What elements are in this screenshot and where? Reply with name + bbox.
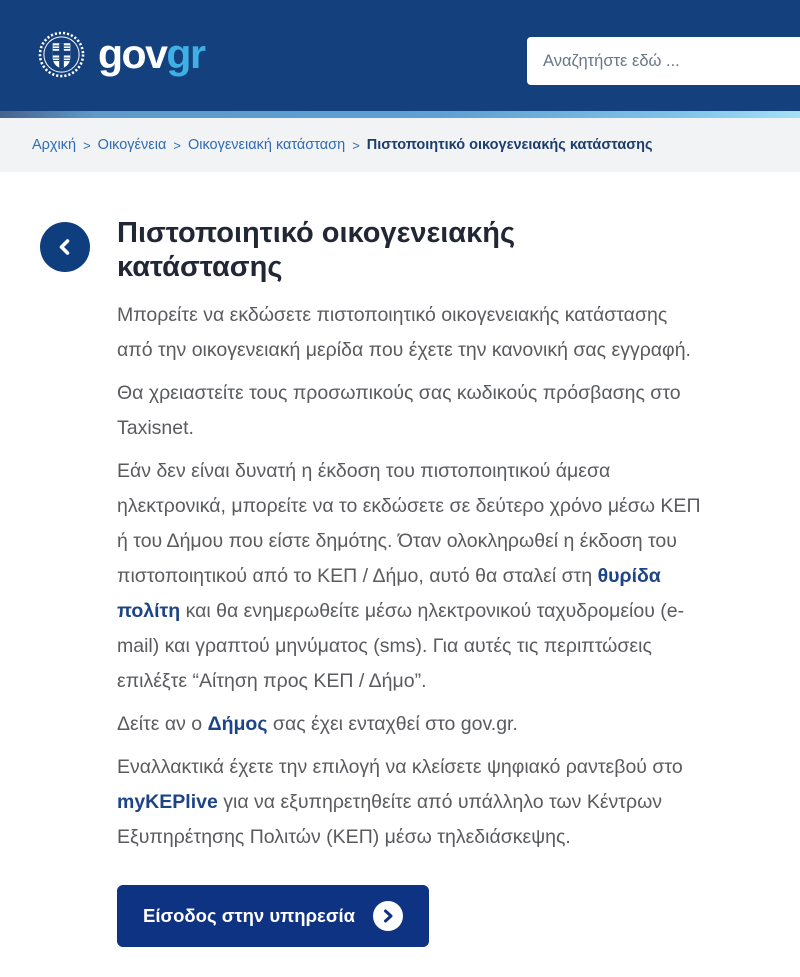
paragraph-dimos — [117, 707, 707, 742]
logo-gov: gov — [98, 31, 167, 77]
govgr-logo[interactable] — [38, 31, 204, 78]
text-segment: Εάν δεν είναι δυνατή η έκδοση του πιστοποιητικού άμεσα ηλεκτρονικά, μπορείτε να το εκδώσετε σε δεύτερο χρόνο μέσω ΚΕΠ ή του Δήμου που είστε δημότης. Όταν ολοκληρωθεί η έκδοση του πιστοποιητικού από το ΚΕΠ / Δήμο, αυτό θα σταλεί στη — [117, 460, 701, 587]
page-title: Πιστοποιητικό οικογενειακής κατάστασης — [117, 217, 516, 283]
text-segment: σας έχει ενταχθεί στο gov.gr. — [267, 713, 518, 735]
service-login-button[interactable] — [117, 885, 429, 947]
main-content — [0, 172, 800, 947]
thyrida-politi-link[interactable]: θυρίδα πολίτη — [117, 565, 661, 622]
breadcrumb-link-home[interactable]: Αρχική — [32, 137, 77, 153]
paragraph-taxisnet: Θα χρειαστείτε τους προσωπικούς σας κωδικούς πρόσβασης στο Taxisnet. — [117, 382, 681, 439]
text-segment: για να εξυπηρετηθείτε από υπάλληλο των Κέντρων Εξυπηρέτησης Πολιτών (ΚΕΠ) μέσω τηλεδιάσκεψης. — [117, 791, 663, 848]
text-segment: και θα ενημερωθείτε μέσω ηλεκτρονικού ταχυδρομείου (e-mail) και γραπτού μηνύματος (sms). Για αυτές τις περιπτώσεις επιλέξτε “Αίτηση προς ΚΕΠ / Δήμο”. — [117, 600, 685, 692]
breadcrumb-separator: > — [83, 137, 91, 153]
site-header — [0, 0, 800, 118]
paragraph-intro: Μπορείτε να εκδώσετε πιστοποιητικό οικογενειακής κατάστασης από την οικογενειακή μερίδα που έχετε την κανονική σας εγγραφή. — [117, 304, 691, 361]
header-gradient-strip — [0, 111, 800, 118]
paragraph-kep — [117, 454, 707, 699]
service-login-label: Είσοδος στην υπηρεσία — [143, 905, 355, 926]
chevron-right-icon — [373, 901, 403, 931]
logo-wordmark — [98, 31, 204, 78]
service-description — [117, 172, 707, 947]
breadcrumb-current: Πιστοποιητικό οικογενειακής κατάστασης — [366, 137, 653, 153]
mykeplive-link[interactable]: myKEPlive — [117, 791, 218, 813]
breadcrumb-separator: > — [352, 137, 360, 153]
search-input[interactable] — [527, 37, 800, 85]
chevron-left-icon — [57, 238, 73, 256]
breadcrumb-link-family-status[interactable]: Οικογενειακή κατάσταση — [187, 137, 346, 153]
logo-gr: gr — [166, 31, 205, 77]
dimos-link[interactable]: Δήμος — [207, 713, 268, 735]
paragraph-mykeplive — [117, 750, 707, 855]
text-segment: Δείτε αν ο — [117, 713, 208, 735]
header-search — [527, 37, 800, 85]
breadcrumb — [0, 118, 800, 172]
back-button[interactable] — [40, 222, 90, 272]
greek-coat-of-arms-icon — [38, 31, 85, 78]
text-segment: Εναλλακτικά έχετε την επιλογή να κλείσετε ψηφιακό ραντεβού στο — [117, 756, 683, 778]
breadcrumb-separator: > — [173, 137, 181, 153]
breadcrumb-link-family[interactable]: Οικογένεια — [97, 137, 167, 153]
